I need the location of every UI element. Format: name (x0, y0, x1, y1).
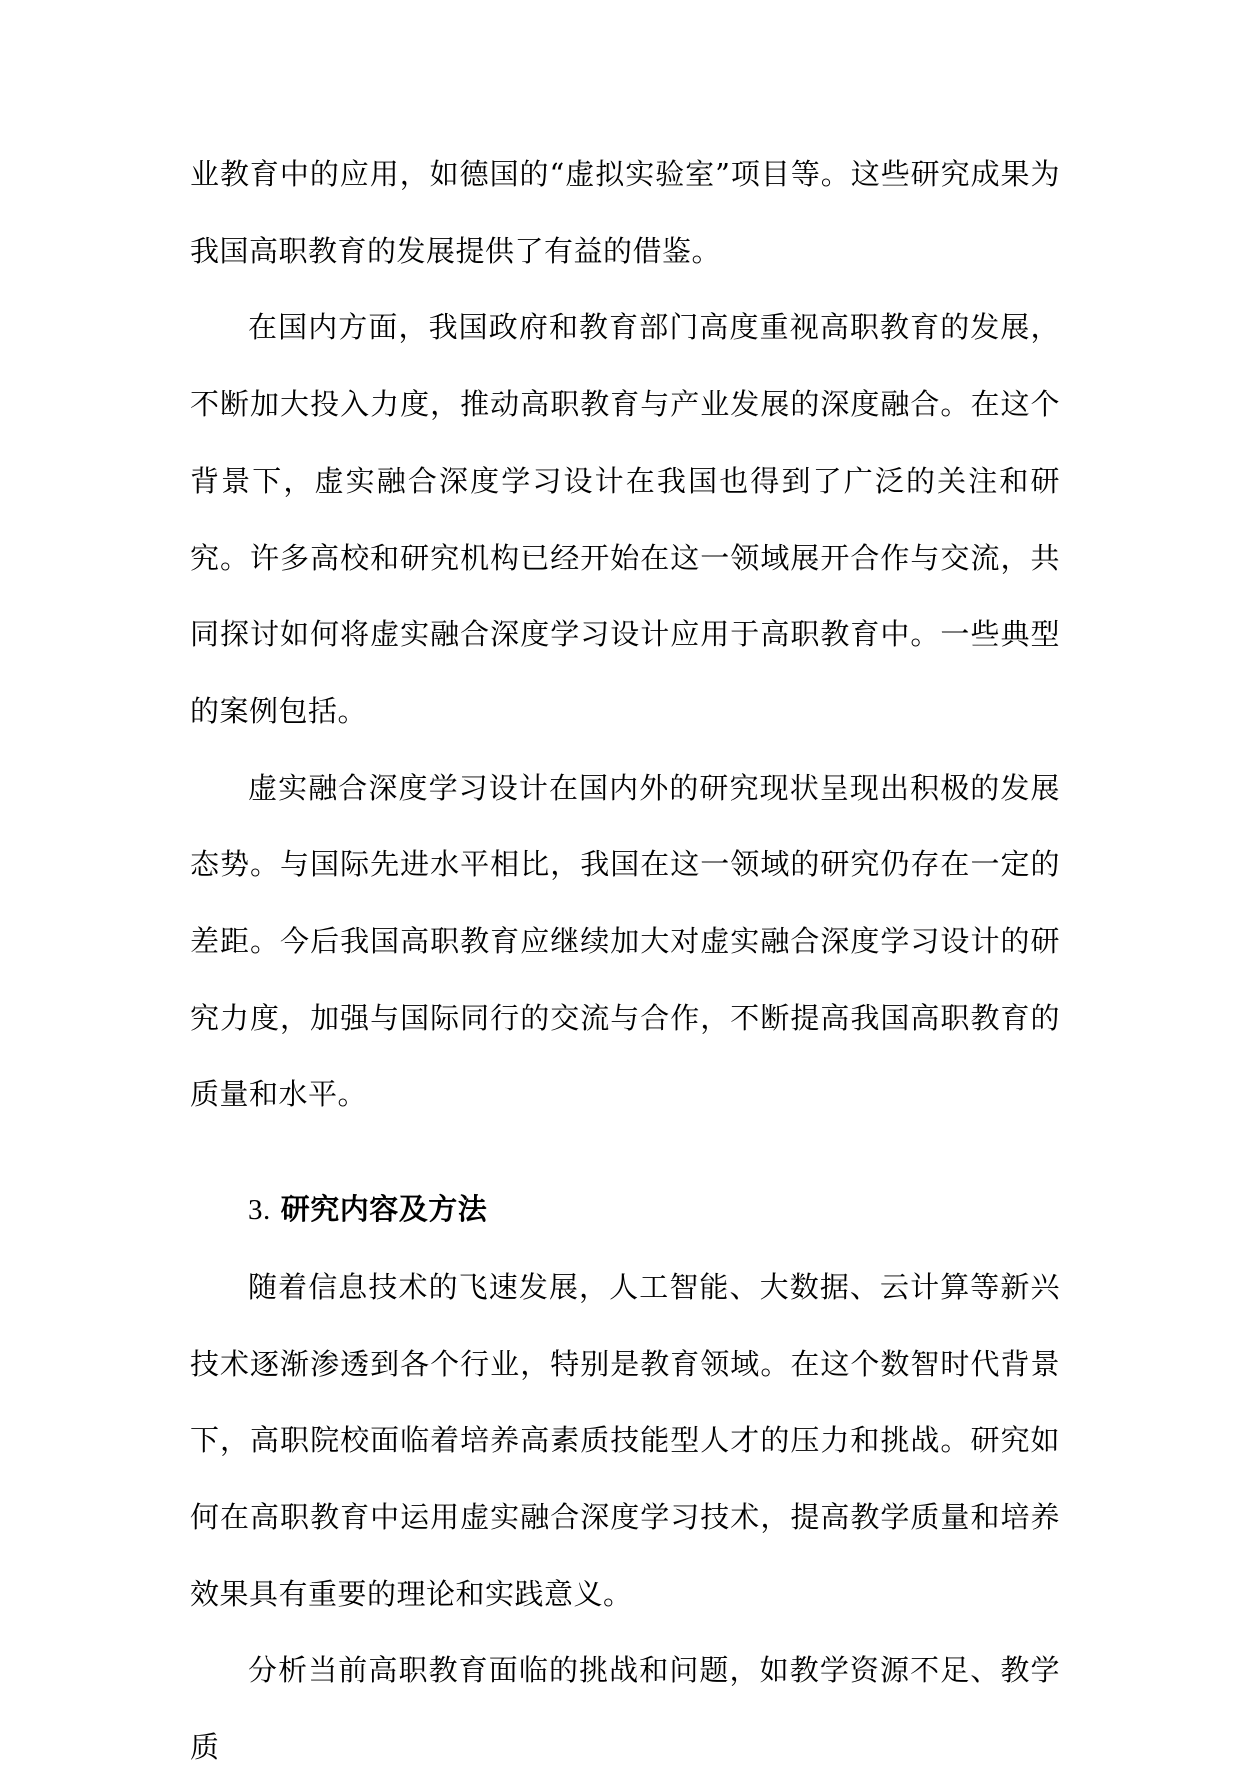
section-heading (190, 1171, 1060, 1249)
paragraph-background: 随着信息技术的飞速发展，人工智能、大数据、云计算等新兴技术逐渐渗透到各个行业，特别是教育领域。在这个数智时代背景下，高职院校面临着培养高素质技能型人才的压力和挑战。研究如何在高职教育中运用虚实融合深度学习技术，提高教学质量和培养效果具有重要的理论和实践意义。 (190, 1269, 1060, 1611)
paragraph-domestic-research: 在国内方面，我国政府和教育部门高度重视高职教育的发展，不断加大投入力度，推动高职教育与产业发展的深度融合。在这个背景下，虚实融合深度学习设计在我国也得到了广泛的关注和研究。许多高校和研究机构已经开始在这一领域展开合作与交流，共同探讨如何将虚实融合深度学习设计应用于高职教育中。一些典型的案例包括。 (190, 310, 1060, 728)
section-number: 3. (248, 1194, 271, 1227)
paragraph-research-summary: 虚实融合深度学习设计在国内外的研究现状呈现出积极的发展态势。与国际先进水平相比，我国在这一领域的研究仍存在一定的差距。今后我国高职教育应继续加大对虚实融合深度学习设计的研究力度，加强与国际同行的交流与合作，不断提高我国高职教育的质量和水平。 (190, 770, 1060, 1112)
section-title: 研究内容及方法 (280, 1192, 488, 1227)
document-body (190, 136, 1060, 1786)
paragraph-analysis: 分析当前高职教育面临的挑战和问题，如教学资源不足、教学质 (190, 1653, 1060, 1765)
paragraph-continuation: 业教育中的应用，如德国的“虚拟实验室”项目等。这些研究成果为我国高职教育的发展提供了有益的借鉴。 (190, 157, 1060, 268)
